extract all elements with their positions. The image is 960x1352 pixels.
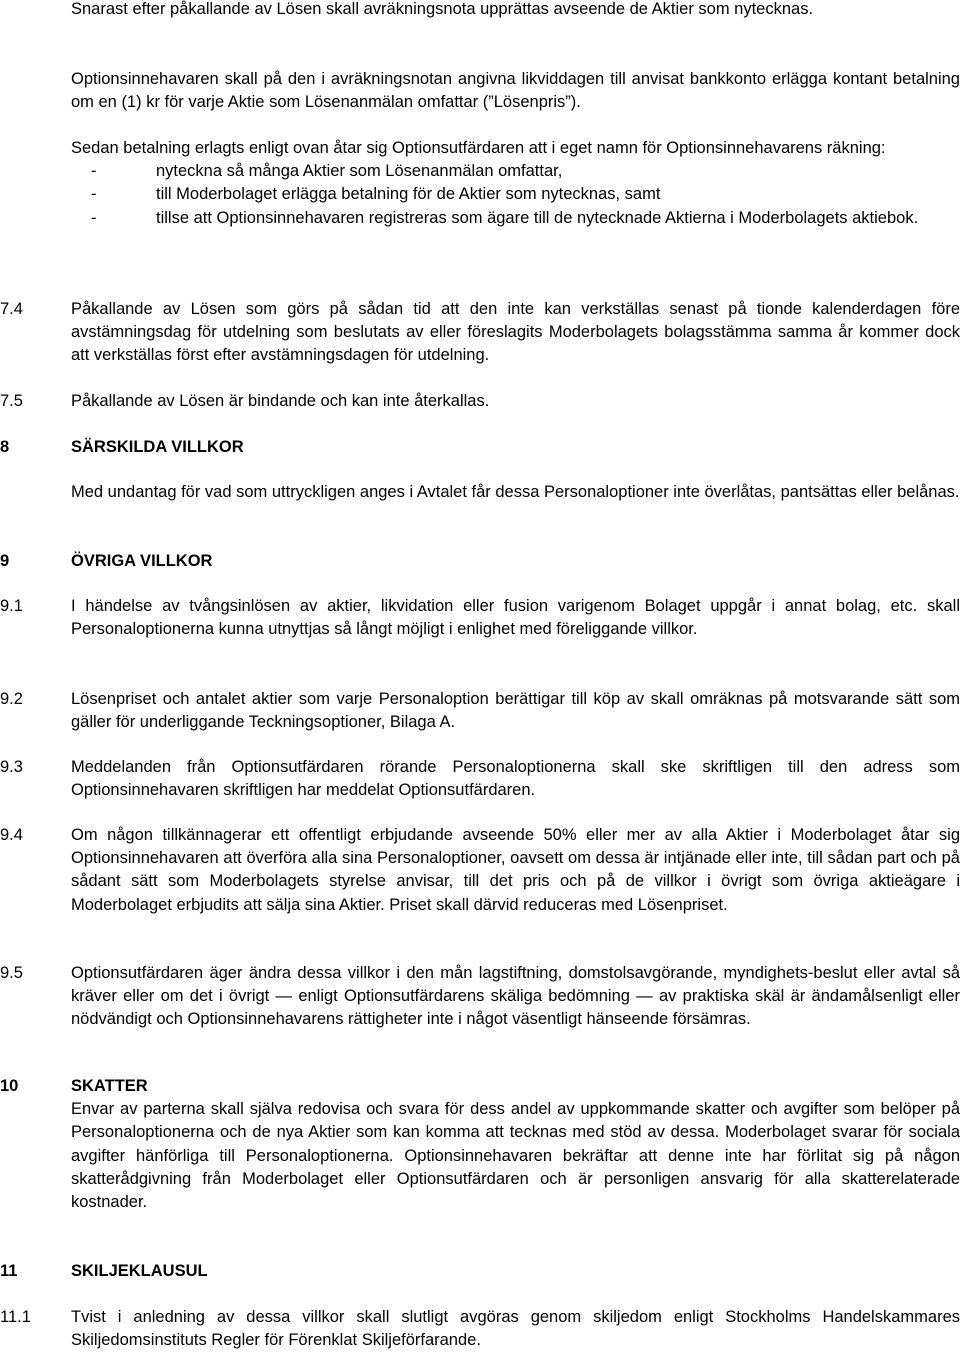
section-number: 9.4 <box>0 826 23 844</box>
section-9-4 <box>0 824 960 917</box>
section-9-heading <box>0 550 960 573</box>
list-item <box>0 207 960 230</box>
list-item <box>0 160 960 183</box>
paragraph-settlement-note: Snarast efter påkallande av Lösen skall avräkningsnota upprättas avseende de Aktier som nytecknas. <box>71 0 814 18</box>
section-text: Påkallande av Lösen som görs på sådan tid att den inte kan verkställas senast på tionde kalenderdagen före avstämningsdag för utdelning som beslutats av eller föreslagits Moderbolagets bolagsstämma samma år kommer dock att verkställas först efter avstämningsdagen för utdelning. <box>71 300 960 365</box>
obligations-intro: Sedan betalning erlagts enligt ovan åtar sig Optionsutfärdaren att i eget namn för Optionsinnehavarens räkning: <box>71 139 886 157</box>
section-10 <box>0 1075 960 1214</box>
section-11-heading <box>0 1260 960 1283</box>
section-title: SÄRSKILDA VILLKOR <box>71 438 244 456</box>
section-title: SKILJEKLAUSUL <box>71 1262 208 1280</box>
section-text: Lösenpriset och antalet aktier som varje Personaloption berättigar till köp av skall omräknas på motsvarande sätt som gäller för underliggande Teckningsoptioner, Bilaga A. <box>71 690 960 732</box>
section-9-2 <box>0 688 960 734</box>
section-text: Om någon tillkännagerar ett offentligt erbjudande avseende 50% eller mer av alla Aktier i Moderbolaget åtar sig Optionsinnehavaren att överföra alla sina Personaloptioner, oavsett om dessa är intjänade eller inte, till sådan part och på sådant sätt som Moderbolagets styrelse anvisar, till det pris och på de villkor i övrigt som övriga aktieägare i Moderbolaget erbjudits att sälja sina Aktier. Priset skall därvid reduceras med Lösenpriset. <box>71 826 960 914</box>
list-item-text: tillse att Optionsinnehavaren registreras som ägare till de nytecknade Aktierna i Moderbolagets aktiebok. <box>156 208 919 227</box>
list-dash: - <box>91 162 97 181</box>
section-number: 11 <box>0 1262 18 1280</box>
section-title: ÖVRIGA VILLKOR <box>71 552 213 570</box>
section-text: Meddelanden från Optionsutfärdaren rörande Personaloptionerna skall ske skriftligen till den adress som Optionsinnehavaren skriftligen har meddelat Optionsutfärdaren. <box>71 758 960 800</box>
section-7-5 <box>0 390 960 413</box>
section-number: 9 <box>0 552 10 570</box>
paragraph-payment: Optionsinnehavaren skall på den i avräkningsnotan angivna likviddagen till anvisat bankkonto erlägga kontant betalning om en (1) kr för varje Aktie som Lösenanmälan omfattar (”Lösenpris”). <box>71 70 960 112</box>
section-8-text: Med undantag för vad som uttryckligen anges i Avtalet får dessa Personaloptioner inte överlåtas, pantsättas eller belånas. <box>71 483 960 501</box>
list-item-text: till Moderbolaget erlägga betalning för de Aktier som nytecknas, samt <box>156 185 661 204</box>
section-title: SKATTER <box>71 1077 148 1095</box>
list-item-text: nyteckna så många Aktier som Lösenanmälan omfattar, <box>156 162 563 181</box>
section-number: 8 <box>0 438 10 456</box>
section-text: Optionsutfärdaren äger ändra dessa villkor i den mån lagstiftning, domstolsavgörande, myndighets-beslut eller avtal så kräver eller om det i övrigt — enligt Optionsutfärdarens skäliga bedömning — av praktiska skäl är ändamålsenligt eller nödvändigt och Optionsinnehavarens rättigheter inte i något väsentligt hänseende försämras. <box>71 964 960 1029</box>
section-11-1 <box>0 1306 960 1352</box>
section-text: Påkallande av Lösen är bindande och kan inte återkallas. <box>71 392 490 410</box>
section-9-5 <box>0 962 960 1032</box>
section-text: Tvist i anledning av dessa villkor skall slutligt avgöras genom skiljedom enligt Stockholms Handelskammares Skiljedomsinstituts Regler för Förenklat Skiljeförfarande. <box>71 1308 960 1350</box>
section-7-4 <box>0 298 960 368</box>
section-number: 7.4 <box>0 300 23 318</box>
section-number: 11.1 <box>0 1308 31 1326</box>
section-number: 9.2 <box>0 690 23 708</box>
section-number: 7.5 <box>0 392 23 410</box>
list-dash: - <box>91 185 97 204</box>
section-9-1 <box>0 595 960 641</box>
section-number: 9.3 <box>0 758 23 776</box>
paragraph-issuer-obligations <box>71 137 960 230</box>
section-number: 9.5 <box>0 964 23 982</box>
section-text: I händelse av tvångsinlösen av aktier, likvidation eller fusion varigenom Bolaget uppgår i annat bolag, etc. skall Personaloptionerna kunna utnyttjas så långt möjligt i enlighet med föreliggande villkor. <box>71 597 960 639</box>
section-8-heading <box>0 436 960 459</box>
list-item <box>0 183 960 206</box>
list-dash: - <box>91 208 97 227</box>
section-9-3 <box>0 756 960 802</box>
section-text: Envar av parterna skall själva redovisa och svara för dess andel av uppkommande skatter och avgifter som belöper på Personaloptionerna och de nya Aktier som kan komma att tecknas med stöd av dessa. Moderbolaget svarar för sociala avgifter hänförliga till Personaloptionerna. Optionsinnehavaren bekräftar att denne inte har förlitat sig på någon skatterådgivning från Moderbolaget eller Optionsutfärdaren och är personligen ansvarig för alla skatterelaterade kostnader. <box>71 1100 960 1212</box>
section-number: 10 <box>0 1077 19 1095</box>
section-number: 9.1 <box>0 597 23 615</box>
